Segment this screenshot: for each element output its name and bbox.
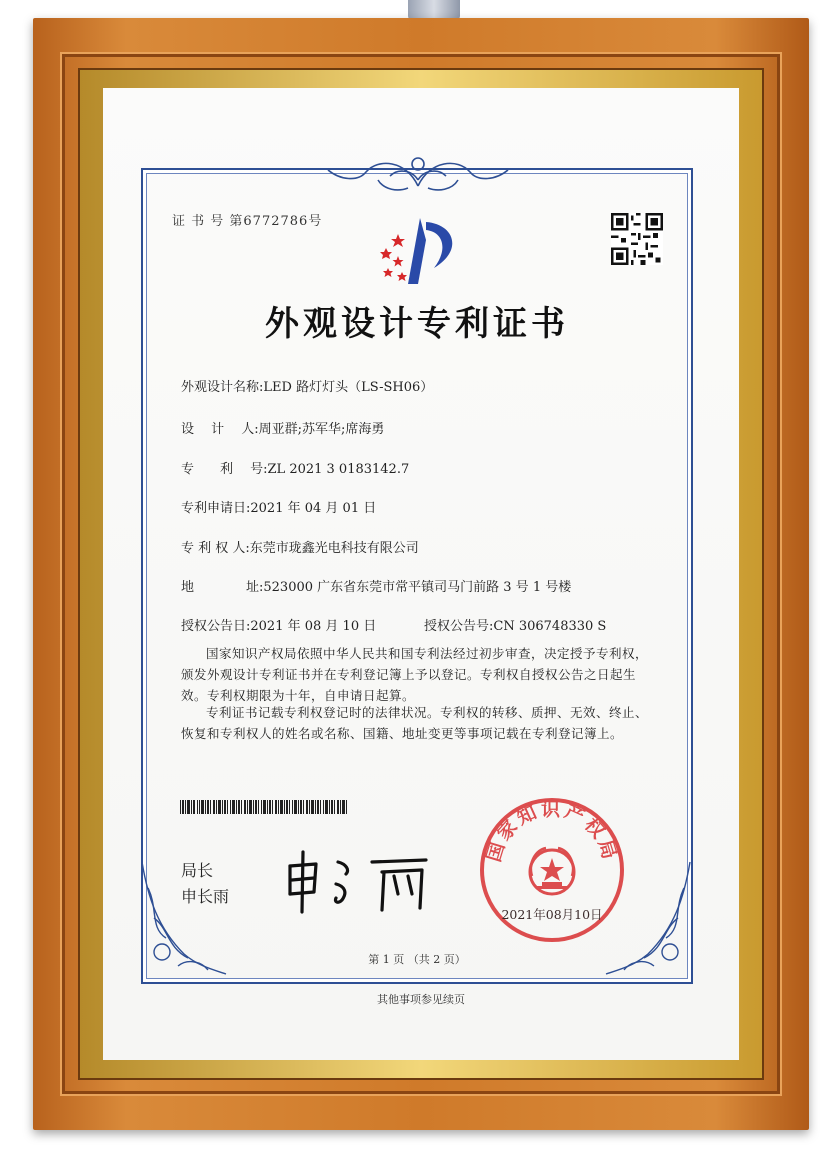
field-value: ZL 2021 3 0183142.7 <box>267 462 410 477</box>
top-ornament-icon <box>318 150 518 196</box>
certificate-number-suffix: 号 <box>308 214 323 229</box>
certificate-title: 外观设计专利证书 <box>265 304 569 344</box>
field-address <box>181 576 571 595</box>
field-label: 地 址: <box>181 580 264 595</box>
field-application-date <box>181 497 376 516</box>
field-value: 周亚群;苏军华;席海勇 <box>258 422 385 437</box>
director-name: 申长雨 <box>181 887 230 906</box>
field-label: 专利申请日: <box>181 501 251 516</box>
field-label: 外观设计名称: <box>181 380 264 395</box>
field-patentee <box>181 537 419 556</box>
page-number: 第 1 页 （共 2 页） <box>368 953 466 966</box>
seal-date: 2021年08月10日 <box>501 907 603 922</box>
field-grant-date <box>181 615 376 634</box>
field-patent-number <box>181 458 409 477</box>
director-signature <box>276 838 436 918</box>
seal-text: 国家知识产权局 <box>482 798 622 865</box>
svg-text:国家知识产权局 <box>483 798 621 865</box>
field-value: 2021 年 08 月 10 日 <box>250 619 377 634</box>
patent-office-logo-icon <box>368 210 468 290</box>
field-label: 设 计 人: <box>181 422 259 437</box>
field-value: 东莞市珑鑫光电科技有限公司 <box>249 541 419 556</box>
field-designers <box>181 418 384 437</box>
statement-paragraph: 专利证书记载专利权登记时的法律状况。专利权的转移、质押、无效、终止、恢复和专利权人的姓名或名称、国籍、地址变更等事项记载在专利登记簿上。 <box>181 705 649 741</box>
field-design-name <box>181 376 433 395</box>
field-label: 专 利 号: <box>181 462 268 477</box>
director-title: 局长 <box>181 861 214 880</box>
field-value: LED 路灯灯头（LS-SH06） <box>263 380 434 395</box>
qr-code-icon <box>611 213 663 265</box>
field-value: 2021 年 04 月 01 日 <box>250 501 377 516</box>
certificate-number-value: 6772786 <box>243 214 309 229</box>
barcode-icon <box>180 800 348 814</box>
hanger-clip <box>408 0 460 20</box>
field-label: 专 利 权 人: <box>181 541 250 556</box>
field-grant-number <box>424 615 606 634</box>
certificate-number-label: 证 书 号 第 <box>172 214 244 229</box>
field-value: CN 306748330 S <box>493 619 607 634</box>
field-label: 授权公告号: <box>424 619 494 634</box>
certificate-number <box>172 210 322 229</box>
footer-note: 其他事项参见续页 <box>377 993 465 1006</box>
statement-paragraph: 国家知识产权局依照中华人民共和国专利法经过初步审查，决定授予专利权，颁发外观设计专利证书并在专利登记簿上予以登记。专利权自授权公告之日起生效。专利权期限为十年，自申请日起算。 <box>181 646 649 703</box>
field-value: 523000 广东省东莞市常平镇司马门前路 3 号 1 号楼 <box>263 580 572 595</box>
field-label: 授权公告日: <box>181 619 251 634</box>
